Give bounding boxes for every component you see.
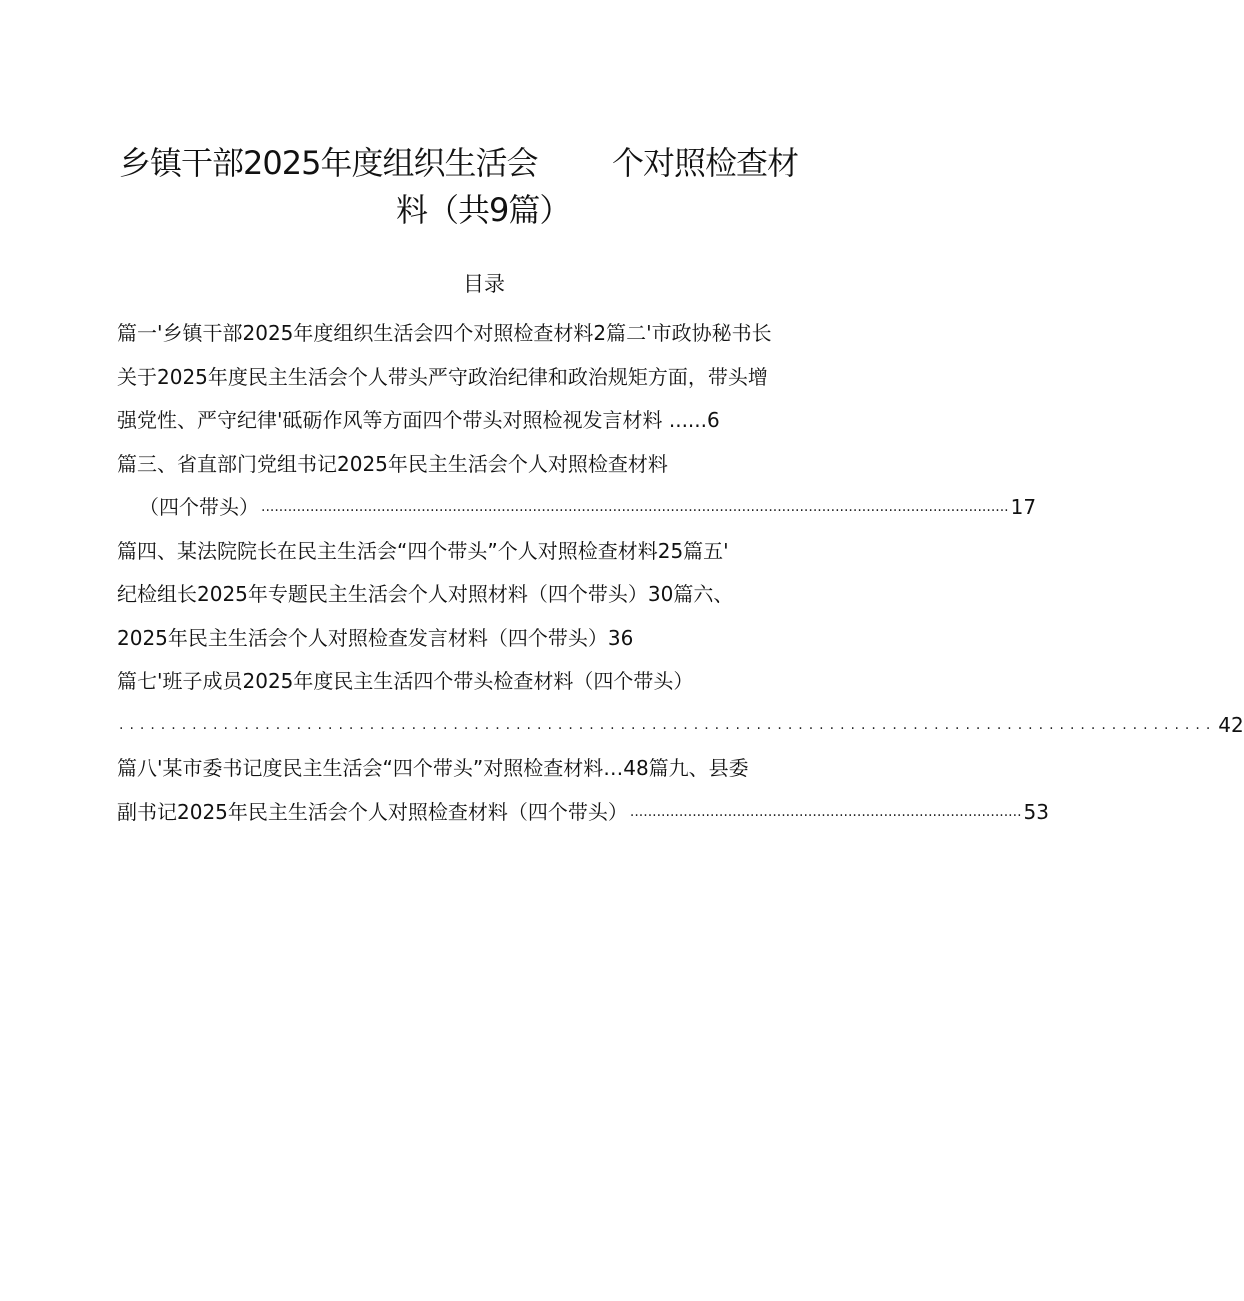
toc-entry-text: 副书记2025年民主生活会个人对照检查材料（四个带头） xyxy=(117,799,628,824)
title-left-part: 乡镇干部2025年度组织生活会 xyxy=(119,144,538,182)
toc-entry-text: （四个带头） xyxy=(139,495,259,519)
table-of-contents xyxy=(117,312,1244,834)
dot-leader: ......................................................................................................... xyxy=(119,716,1217,733)
toc-entry[interactable]: 篇一'乡镇干部2025年度组织生活会四个对照检查材料2篇二'市政协秘书长 xyxy=(117,321,772,345)
title-continuation: 料（共9篇） xyxy=(396,191,571,229)
toc-entry[interactable]: 关于2025年度民主生活会个人带头严守政治纪律和政治规矩方面，带头增 xyxy=(117,364,768,389)
toc-entry[interactable]: 强党性、严守纪律'砥砺作风等方面四个带头对照检视发言材料 ......6 xyxy=(117,408,720,432)
toc-entry-with-leader[interactable] xyxy=(117,791,1049,835)
toc-entry[interactable]: 2025年民主生活会个人对照检查发言材料（四个带头）36 xyxy=(117,625,634,650)
toc-heading: 目录 xyxy=(463,272,505,296)
toc-entry[interactable]: 篇八'某市委书记度民主生活会“四个带头”对照检查材料…48篇九、县委 xyxy=(117,756,749,780)
dot-leader: ........................................................................................ xyxy=(629,803,1022,820)
toc-page-number: 53 xyxy=(1023,799,1049,824)
toc-page-number: 17 xyxy=(1010,495,1037,519)
toc-entry[interactable]: 篇四、某法院院长在民主生活会“四个带头”个人对照检查材料25篇五' xyxy=(117,538,729,563)
toc-entry-with-leader[interactable] xyxy=(117,704,1244,748)
toc-page-number: 42 xyxy=(1218,712,1244,737)
toc-entry[interactable]: 纪检组长2025年专题民主生活会个人对照材料（四个带头）30篇六、 xyxy=(117,582,734,606)
title-right-part: 个对照检查材 xyxy=(612,144,799,182)
toc-entry[interactable]: 篇三、省直部门党组书记2025年民主生活会个人对照检查材料 xyxy=(117,451,668,476)
dot-leader: ........................................................................................................................................................................ xyxy=(261,499,1009,515)
toc-entry[interactable]: 篇七'班子成员2025年度民主生活四个带头检查材料（四个带头） xyxy=(117,669,694,693)
toc-entry-with-leader[interactable] xyxy=(117,486,1037,530)
